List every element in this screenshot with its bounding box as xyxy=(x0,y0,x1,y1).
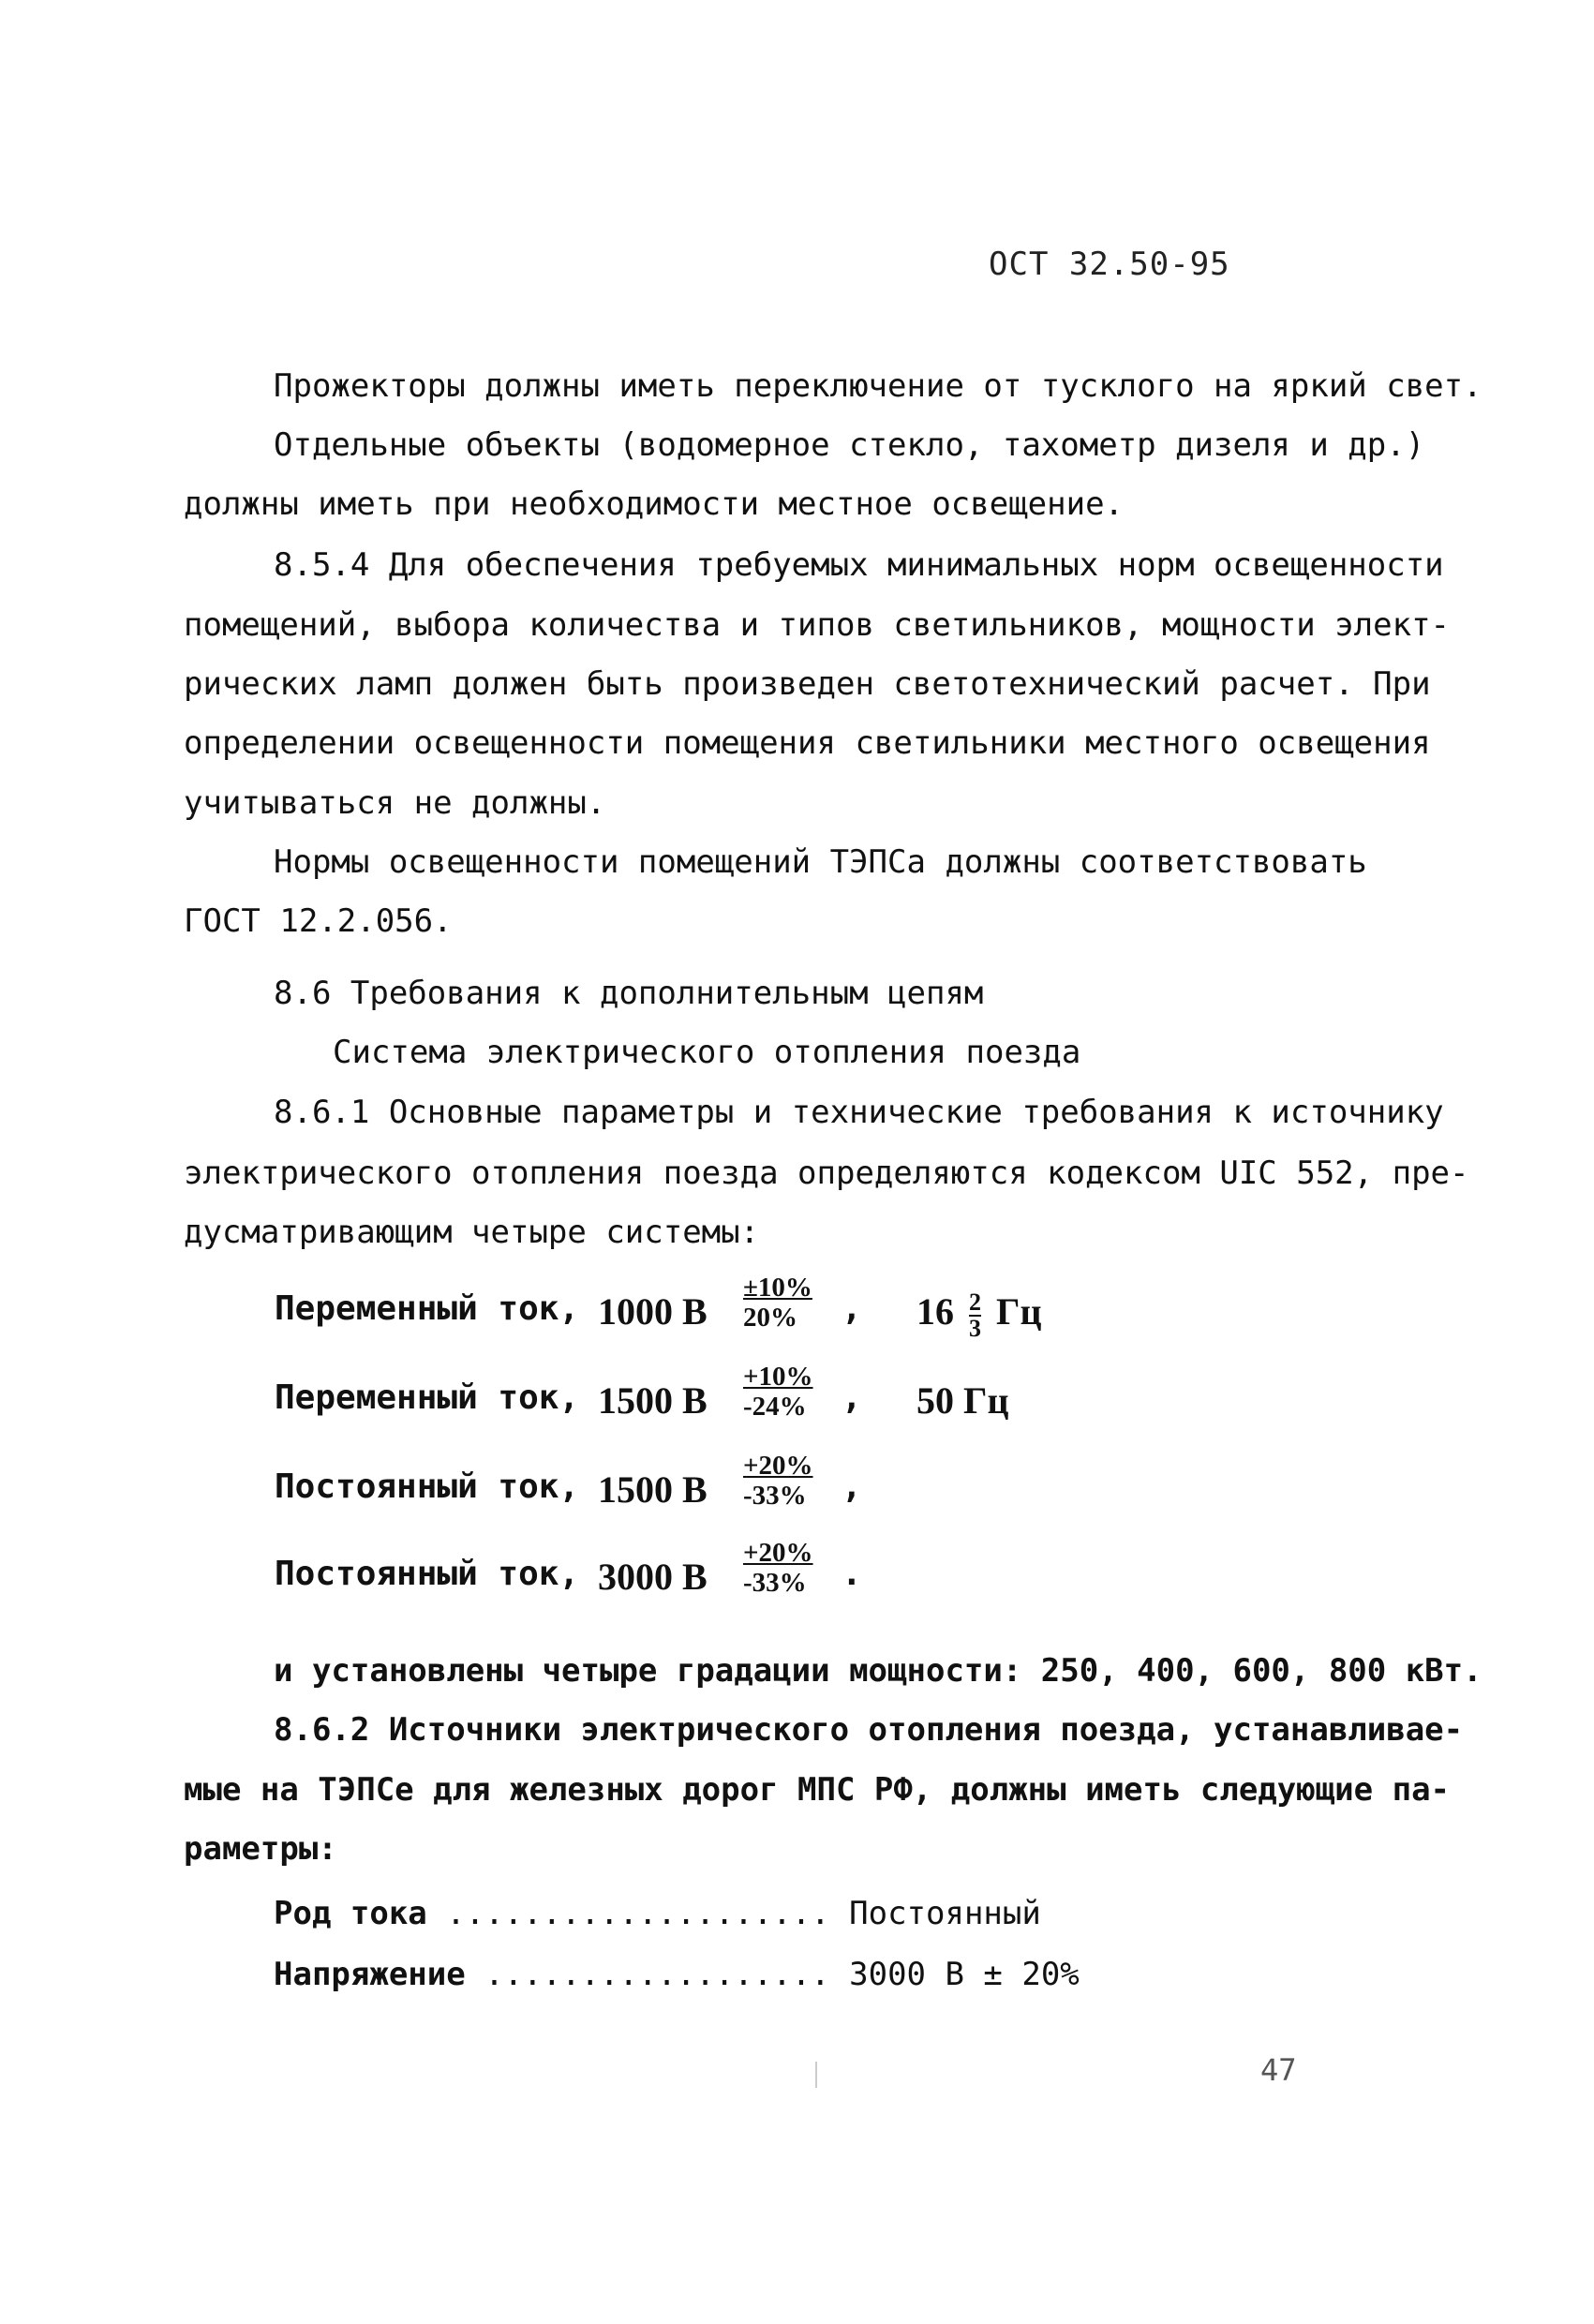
frequency-whole: 50 xyxy=(916,1379,954,1422)
frequency-whole: 16 xyxy=(916,1290,954,1333)
voltage: 1500 В xyxy=(598,1379,708,1422)
frequency-unit: Гц xyxy=(996,1290,1042,1333)
voltage: 1500 В xyxy=(598,1468,708,1511)
separator: , xyxy=(842,1289,862,1328)
tolerance-lower: 20% xyxy=(743,1303,797,1333)
paragraph-line: Нормы освещенности помещений ТЭПСа должны соответствовать xyxy=(274,843,1367,881)
parameter-label: Род тока xyxy=(274,1895,427,1932)
frequency-unit: Гц xyxy=(963,1379,1009,1422)
parameter-value: 3000 В ± 20% xyxy=(849,1956,1080,1993)
section-heading: 8.6 Требования к дополнительным цепям xyxy=(274,975,984,1012)
paragraph-line: мые на ТЭПСе для железных дорог МПС РФ, должны иметь следующие па- xyxy=(184,1771,1451,1809)
scan-speck xyxy=(815,2062,817,2088)
parameter-row xyxy=(274,1956,1080,1993)
paragraph-line: помещений, выбора количества и типов светильников, мощности элект- xyxy=(184,606,1451,644)
tolerance xyxy=(743,1538,813,1598)
separator: , xyxy=(842,1467,862,1506)
parameter-value: Постоянный xyxy=(849,1895,1041,1932)
voltage: 1000 В xyxy=(598,1290,708,1333)
subsection-heading: Система электрического отопления поезда xyxy=(333,1034,1081,1071)
paragraph-line: Прожекторы должны иметь переключение от тусклого на яркий свет. xyxy=(274,367,1482,405)
page-number: 47 xyxy=(1260,2052,1297,2088)
parameter-row xyxy=(274,1895,1041,1932)
paragraph-line: Отдельные объекты (водомерное стекло, тахометр дизеля и др.) xyxy=(274,426,1425,464)
frequency xyxy=(916,1289,1042,1341)
paragraph-line: учитываться не должны. xyxy=(184,784,606,822)
current-type: Постоянный ток, xyxy=(275,1467,580,1506)
paragraph-line: электрического отопления поезда определяются кодексом UIC 552, пре- xyxy=(184,1155,1469,1192)
tolerance xyxy=(743,1451,813,1511)
current-type: Переменный ток, xyxy=(275,1378,580,1417)
tolerance-lower: -24% xyxy=(743,1392,807,1422)
tolerance xyxy=(743,1273,812,1333)
tolerance-upper: +20% xyxy=(743,1451,813,1481)
paragraph-line: определении освещенности помещения светильники местного освещения xyxy=(184,724,1431,762)
tolerance-upper: +20% xyxy=(743,1538,813,1568)
leader-dots: .................... xyxy=(446,1895,830,1932)
current-type: Постоянный ток, xyxy=(275,1555,580,1593)
system-row xyxy=(275,1362,1118,1437)
tolerance-upper: +10% xyxy=(743,1362,813,1392)
tolerance-upper: ±10% xyxy=(743,1273,812,1303)
paragraph-line: 8.6.2 Источники электрического отопления поезда, устанавливае- xyxy=(274,1711,1464,1749)
separator: . xyxy=(842,1555,862,1593)
paragraph-line: должны иметь при необходимости местное освещение. xyxy=(184,485,1125,523)
paragraph-line: и установлены четыре градации мощности: 250, 400, 600, 800 кВт. xyxy=(274,1652,1482,1690)
paragraph-line: дусматривающим четыре системы: xyxy=(184,1214,760,1251)
current-type: Переменный ток, xyxy=(275,1289,580,1328)
paragraph-line: раметры: xyxy=(184,1830,337,1868)
paragraph-line: рических ламп должен быть произведен светотехнический расчет. При xyxy=(184,665,1431,703)
system-row xyxy=(275,1451,1118,1526)
leader-dots: .................. xyxy=(484,1956,830,1993)
frequency xyxy=(916,1378,1009,1423)
system-row xyxy=(275,1538,1118,1613)
paragraph-line: 8.6.1 Основные параметры и технические требования к источнику xyxy=(274,1094,1444,1131)
tolerance-lower: -33% xyxy=(743,1568,807,1598)
voltage: 3000 В xyxy=(598,1556,708,1598)
system-row xyxy=(275,1273,1118,1348)
fraction-numerator: 2 xyxy=(969,1288,981,1316)
fraction-denominator: 3 xyxy=(969,1314,981,1342)
paragraph-line: ГОСТ 12.2.056. xyxy=(184,902,453,940)
frequency-fraction xyxy=(969,1290,981,1341)
paragraph-line: 8.5.4 Для обеспечения требуемых минимальных норм освещенности xyxy=(274,546,1444,584)
separator: , xyxy=(842,1378,862,1417)
tolerance xyxy=(743,1362,813,1422)
tolerance-lower: -33% xyxy=(743,1481,807,1511)
parameter-label: Напряжение xyxy=(274,1956,466,1993)
document-code: ОСТ 32.50-95 xyxy=(989,246,1230,283)
